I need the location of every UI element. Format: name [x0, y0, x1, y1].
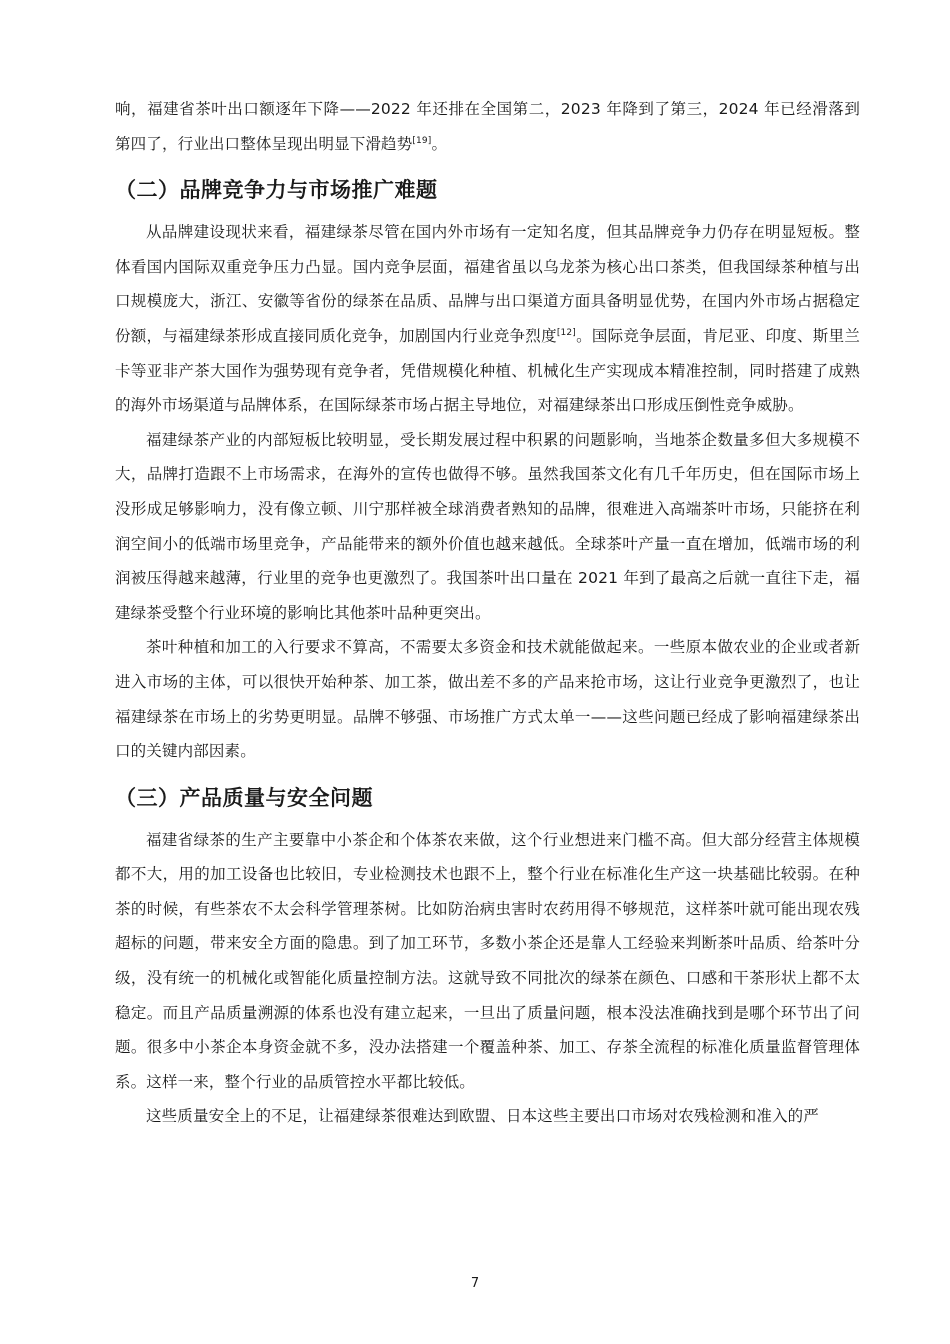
- section-heading-brand: （二）品牌竞争力与市场推广难题: [115, 178, 438, 203]
- paragraph-text-tail: 。国际竞争层面，肯尼亚、印度、斯里兰卡等亚非产茶大国作为强势现有竞争者，凭借规模化种植、机械化生产实现成本精准控制，同时搭建了成熟的海外市场渠道与品牌体系，在国际绿茶市场占据主导地位，对福建绿茶出口形成压倒性竞争威胁。: [115, 326, 861, 415]
- paragraph-brand-status: [115, 215, 860, 423]
- paragraph-quality-impact: 这些质量安全上的不足，让福建绿茶很难达到欧盟、日本这些主要出口市场对农残检测和准入的严: [146, 1107, 819, 1126]
- paragraph-quality-issues: 福建省绿茶的生产主要靠中小茶企和个体茶农来做，这个行业想进来门槛不高。但大部分经营主体规模都不大，用的加工设备也比较旧，专业检测技术也跟不上，整个行业在标准化生产这一块基础比较弱。在种茶的时候，有些茶农不太会科学管理茶树。比如防治病虫害时农药用得不够规范，这样茶叶就可能出现农残超标的问题，带来安全方面的隐患。到了加工环节，多数小茶企还是靠人工经验来判断茶叶品质、给茶叶分级，没有统一的机械化或智能化质量控制方法。这就导致不同批次的绿茶在颜色、口感和干茶形状上都不太稳定。而且产品质量溯源的体系也没有建立起来，一旦出了质量问题，根本没法准确找到是哪个环节出了问题。很多中小茶企本身资金就不多，没办法搭建一个覆盖种茶、加工、存茶全流程的标准化质量监督管理体系。这样一来，整个行业的品质管控水平都比较低。: [115, 830, 860, 1091]
- paragraph-internal-weakness: 福建绿茶产业的内部短板比较明显，受长期发展过程中积累的问题影响，当地茶企数量多但大多规模不大，品牌打造跟不上市场需求，在海外的宣传也做得不够。虽然我国茶文化有几千年历史，但在国际市场上没形成足够影响力，没有像立顿、川宁那样被全球消费者熟知的品牌，很难进入高端茶叶市场，只能挤在利润空间小的低端市场里竞争，产品能带来的额外价值也越来越低。全球茶叶产量一直在增加，低端市场的利润被压得越来越薄，行业里的竞争也更激烈了。我国茶叶出口量在 2021 年到了最高之后就一直往下走，福建绿茶受整个行业环境的影响比其他茶叶品种更突出。: [115, 430, 860, 622]
- page-number: 7: [470, 1276, 480, 1291]
- paragraph-text: 从品牌建设现状来看，福建绿茶尽管在国内外市场有一定知名度，但其品牌竞争力仍存在明显短板。整体看国内国际双重竞争压力凸显。国内竞争层面，福建省虽以乌龙茶为核心出口茶类，但我国绿茶种植与出口规模庞大，浙江、安徽等省份的绿茶在品质、品牌与出口渠道方面具备明显优势，在国内外市场占据稳定份额，与福建绿茶形成直接同质化竞争，加剧国内行业竞争烈度: [115, 223, 860, 345]
- document-body: [115, 92, 860, 1134]
- paragraph-text-tail: 。: [431, 134, 448, 153]
- citation-ref: [12]: [556, 327, 576, 338]
- paragraph-entry-barrier: 茶叶种植和加工的入行要求不算高，不需要太多资金和技术就能做起来。一些原本做农业的企业或者新进入市场的主体，可以很快开始种茶、加工茶，做出差不多的产品来抢市场，这让行业竞争更激烈了，也让福建绿茶在市场上的劣势更明显。品牌不够强、市场推广方式太单一——这些问题已经成了影响福建绿茶出口的关键内部因素。: [115, 638, 860, 761]
- paragraph-text: 响，福建省茶叶出口额逐年下降——2022 年还排在全国第二，2023 年降到了第三，2024 年已经滑落到第四了，行业出口整体呈现出明显下滑趋势: [115, 100, 860, 153]
- citation-ref: [19]: [412, 135, 432, 146]
- section-heading-quality: （三）产品质量与安全问题: [115, 785, 373, 810]
- paragraph-continuation: [115, 92, 860, 161]
